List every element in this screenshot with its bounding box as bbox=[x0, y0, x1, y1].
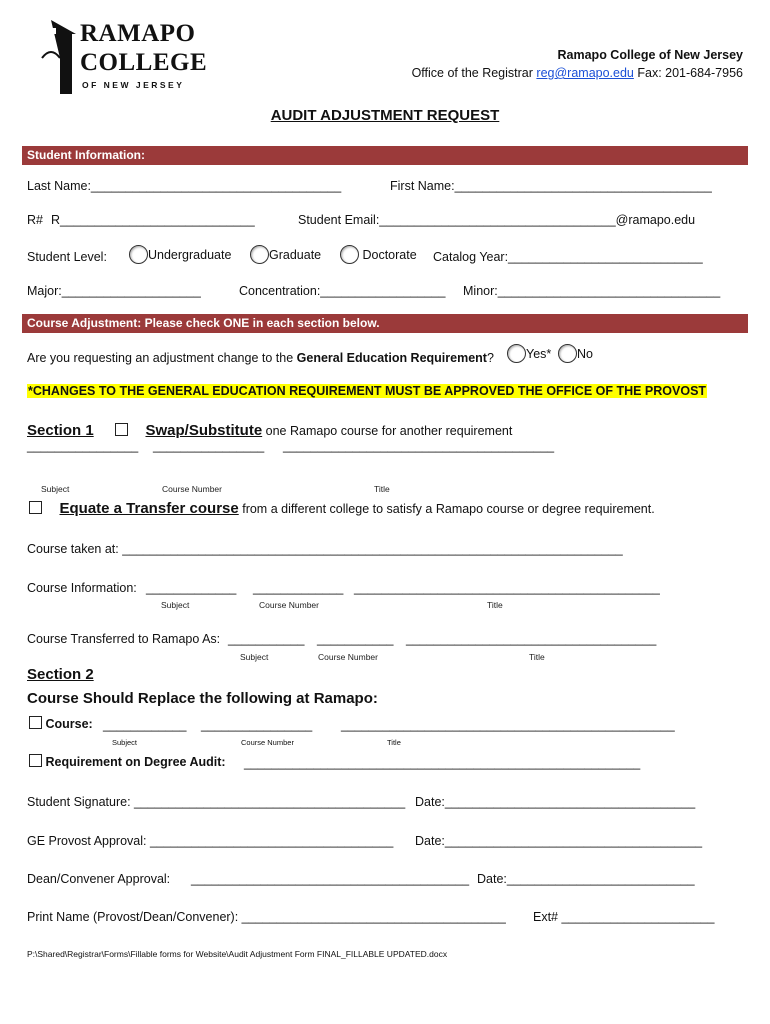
radio-graduate[interactable] bbox=[250, 245, 269, 264]
dean-approval-label: Dean/Convener Approval: bbox=[27, 872, 171, 886]
requirement-checkbox[interactable] bbox=[29, 754, 42, 767]
minor-field[interactable]: Minor:________________________________ bbox=[463, 284, 721, 298]
concentration-field[interactable]: Concentration:__________________ bbox=[239, 284, 446, 298]
radio-yes[interactable] bbox=[507, 344, 526, 363]
logo-line2: COLLEGE bbox=[80, 49, 208, 76]
swap-subject-line[interactable]: ________________ bbox=[27, 439, 139, 453]
level-undergraduate[interactable] bbox=[129, 245, 231, 264]
course-info-number[interactable]: _____________ bbox=[253, 581, 344, 595]
section2-subheading: Course Should Replace the following at Ramapo: bbox=[27, 690, 378, 707]
transferred-subject[interactable]: ___________ bbox=[228, 632, 305, 646]
fax: Fax: 201-684-7956 bbox=[637, 66, 743, 80]
replace-title-line[interactable]: ________________________________________________ bbox=[341, 718, 675, 732]
gen-ed-question bbox=[27, 351, 494, 365]
student-email-field[interactable]: Student Email:__________________________________@ramapo.edu bbox=[298, 213, 696, 227]
level-graduate[interactable] bbox=[250, 245, 321, 264]
r-number-label: R# bbox=[27, 213, 43, 227]
header-college: Ramapo College of New Jersey bbox=[557, 48, 743, 62]
swap-number-caption: Course Number bbox=[162, 484, 222, 494]
print-name-field[interactable]: Print Name (Provost/Dean/Convener): ______________________________________ bbox=[27, 910, 506, 924]
question-suffix: ? bbox=[486, 351, 494, 365]
requirement-label: Requirement on Degree Audit: bbox=[45, 755, 226, 769]
radio-doctorate[interactable] bbox=[340, 245, 359, 264]
office-label: Office of the Registrar bbox=[411, 66, 533, 80]
college-logo bbox=[26, 18, 208, 96]
swap-title-line[interactable]: _______________________________________ bbox=[283, 439, 555, 453]
swap-number-line[interactable]: ________________ bbox=[153, 439, 265, 453]
catalog-year-field[interactable]: Catalog Year:____________________________ bbox=[433, 250, 703, 264]
file-path-footer: P:\Shared\Registrar\Forms\Fillable forms for Website\Audit Adjustment Form FINAL_FILLABLE UPDATED.docx bbox=[27, 949, 448, 959]
swap-checkbox[interactable] bbox=[115, 423, 128, 436]
replace-subject-line[interactable]: ____________ bbox=[103, 718, 187, 732]
course-info-title[interactable]: ____________________________________________ bbox=[354, 581, 660, 595]
gen-ed-no[interactable] bbox=[558, 344, 593, 363]
requirement-line[interactable]: _________________________________________________________ bbox=[244, 756, 641, 770]
student-level-label: Student Level: bbox=[27, 250, 107, 264]
info-number-caption: Course Number bbox=[259, 600, 319, 610]
level-doctorate-label: Doctorate bbox=[362, 248, 417, 262]
ge-provost-approval-field[interactable]: GE Provost Approval: ___________________________________ bbox=[27, 834, 394, 848]
course-info-label: Course Information: bbox=[27, 581, 137, 595]
student-date-field[interactable]: Date:____________________________________ bbox=[415, 795, 696, 809]
course-adjustment-bar: Course Adjustment: Please check ONE in each section below. bbox=[22, 314, 748, 333]
logo-line3: OF NEW JERSEY bbox=[82, 80, 185, 90]
level-doctorate[interactable] bbox=[340, 245, 417, 264]
major-field[interactable]: Major:____________________ bbox=[27, 284, 201, 298]
no-label: No bbox=[577, 347, 593, 361]
provost-warning: *CHANGES TO THE GENERAL EDUCATION REQUIREMENT MUST BE APPROVED THE OFFICE OF THE PROVOST bbox=[28, 384, 707, 398]
replace-course-checkbox[interactable] bbox=[29, 716, 42, 729]
tr-number-caption: Course Number bbox=[318, 652, 378, 662]
swap-option[interactable] bbox=[115, 422, 512, 439]
level-undergraduate-label: Undergraduate bbox=[148, 248, 232, 262]
ext-field[interactable]: Ext# ______________________ bbox=[533, 910, 715, 924]
dean-approval-field[interactable]: ________________________________________ bbox=[191, 872, 470, 886]
section2-heading: Section 2 bbox=[27, 666, 94, 683]
page-title: AUDIT ADJUSTMENT REQUEST bbox=[270, 107, 500, 124]
tr-subject-caption: Subject bbox=[240, 652, 269, 662]
registrar-email-link[interactable]: reg@ramapo.edu bbox=[536, 66, 634, 80]
swap-title-caption: Title bbox=[374, 484, 390, 494]
replace-course-label: Course: bbox=[45, 717, 93, 731]
replace-course-option[interactable] bbox=[29, 716, 93, 731]
equate-label: Equate a Transfer course bbox=[59, 500, 239, 517]
question-prefix: Are you requesting an adjustment change to the bbox=[27, 351, 294, 365]
dean-date-field[interactable]: Date:___________________________ bbox=[477, 872, 695, 886]
header-office bbox=[412, 66, 743, 80]
radio-no[interactable] bbox=[558, 344, 577, 363]
student-signature-field[interactable]: Student Signature: _______________________________________ bbox=[27, 795, 406, 809]
course-info-subject[interactable]: _____________ bbox=[146, 581, 237, 595]
replace-number-line[interactable]: ________________ bbox=[201, 718, 313, 732]
tr-title-caption: Title bbox=[529, 652, 545, 662]
section1-heading: Section 1 bbox=[27, 422, 94, 439]
swap-subject-caption: Subject bbox=[41, 484, 70, 494]
info-subject-caption: Subject bbox=[161, 600, 190, 610]
swap-desc: one Ramapo course for another requirement bbox=[265, 424, 513, 438]
transferred-title[interactable]: ____________________________________ bbox=[406, 632, 657, 646]
gate-icon bbox=[26, 20, 76, 94]
question-bold: General Education Requirement bbox=[296, 351, 487, 365]
replace-number-caption: Course Number bbox=[241, 738, 294, 747]
equate-option[interactable] bbox=[29, 500, 655, 517]
transferred-label: Course Transferred to Ramapo As: bbox=[27, 632, 221, 646]
replace-title-caption: Title bbox=[387, 738, 401, 747]
level-graduate-label: Graduate bbox=[269, 248, 322, 262]
radio-undergraduate[interactable] bbox=[129, 245, 148, 264]
course-taken-at-field[interactable]: Course taken at: ________________________________________________________________________ bbox=[27, 542, 623, 556]
ge-date-field[interactable]: Date:_____________________________________ bbox=[415, 834, 703, 848]
gen-ed-yes[interactable] bbox=[507, 344, 551, 363]
last-name-field[interactable]: Last Name:____________________________________ bbox=[27, 179, 342, 193]
yes-label: Yes* bbox=[526, 347, 552, 361]
r-number-field[interactable]: R____________________________ bbox=[51, 213, 255, 227]
equate-desc: from a different college to satisfy a Ramapo course or degree requirement. bbox=[242, 502, 655, 516]
requirement-option[interactable] bbox=[29, 754, 226, 769]
replace-subject-caption: Subject bbox=[112, 738, 138, 747]
transferred-number[interactable]: ___________ bbox=[317, 632, 394, 646]
student-info-bar: Student Information: bbox=[22, 146, 748, 165]
logo-line1: RAMAPO bbox=[80, 20, 196, 47]
info-title-caption: Title bbox=[487, 600, 503, 610]
swap-label: Swap/Substitute bbox=[145, 422, 263, 439]
equate-checkbox[interactable] bbox=[29, 501, 42, 514]
first-name-field[interactable]: First Name:_____________________________________ bbox=[390, 179, 712, 193]
